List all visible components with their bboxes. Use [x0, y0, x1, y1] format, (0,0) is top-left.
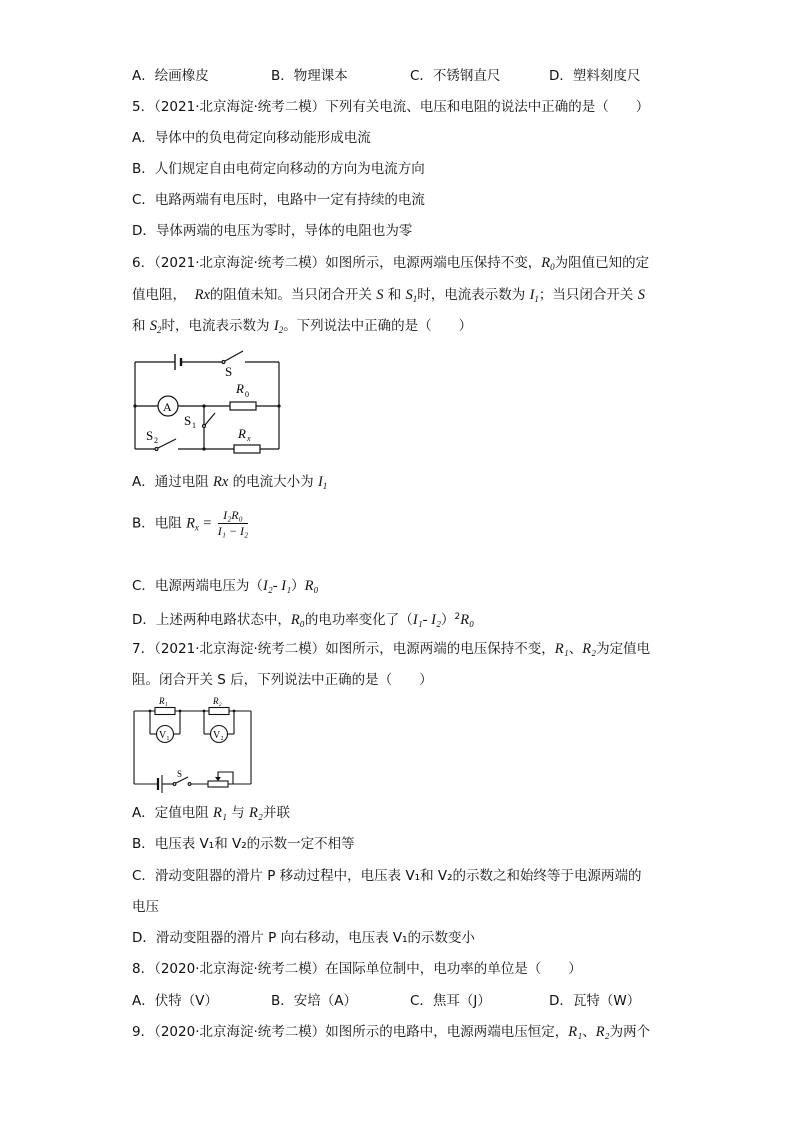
q7-circuit-diagram — [128, 693, 258, 793]
q6-option-d: D．上述两种电路状态中，R₀的电功率变化了（I₁- I₂）$^2$R₀ — [132, 612, 475, 628]
fig6-switch-s-label: S — [225, 364, 233, 379]
q8-option-a: A．伏特（V） — [132, 993, 218, 1009]
fig7-v1-label: V₁ — [159, 730, 170, 741]
q9-stem-line1: 9．（2020·北京海淀·统考二模）如图所示的电路中，电源两端电压恒定，R₁、R₂为两个 — [132, 1024, 651, 1040]
q7-option-b: B．电压表 V₁和 V₂的示数一定不相等 — [132, 836, 355, 852]
q4-option-c: C．不锈钢直尺 — [410, 68, 501, 84]
q7-stem-line2: 阻。闭合开关 S 后，下列说法中正确的是（ ） — [132, 672, 433, 688]
q5-option-d: D．导体两端的电压为零时，导体的电阻也为零 — [132, 223, 413, 239]
q6-stem-line3: 和 $S_2$时，电流表示数为 $I_2$。下列说法中正确的是（ ） — [132, 318, 473, 335]
q7-option-a: A．定值电阻 R₁ 与 R₂并联 — [132, 805, 290, 821]
q7-option-c-line1: C．滑动变阻器的滑片 P 移动过程中，电压表 V₁和 V₂的示数之和始终等于电源两端的 — [132, 868, 642, 884]
q5-option-c: C．电路两端有电压时，电路中一定有持续的电流 — [132, 192, 425, 208]
q8-option-b: B．安培（A） — [271, 993, 357, 1009]
fig7-v2-label: V₂ — [213, 730, 224, 741]
q8-option-c: C．焦耳（J） — [410, 993, 491, 1009]
q6-option-a: A．通过电阻 Rx 的电流大小为 $I_1$ — [132, 474, 328, 491]
q6-stem-line1: 6．（2021·北京海淀·统考二模）如图所示，电源两端电压保持不变，$R_0$为阻值已知的定 — [132, 255, 650, 272]
fig6-s2-label: S — [146, 428, 154, 443]
q4-option-a: A．绘画橡皮 — [132, 68, 209, 84]
q4-option-b: B．物理课本 — [271, 68, 348, 84]
q6-circuit-diagram — [128, 345, 288, 460]
q4-option-d: D．塑料刻度尺 — [549, 68, 641, 84]
fig6-ammeter-label: A — [163, 400, 172, 414]
fig6-s2-sub: 2 — [154, 436, 158, 445]
fig6-rx-sub: x — [247, 434, 251, 443]
q8-option-d: D．瓦特（W） — [549, 993, 641, 1009]
q6-stem-line2: 值电阻， Rx的阻值未知。当只闭合开关 S 和 $S_1$时，电流表示数为 $I_1$；当只闭合开关 S — [132, 287, 645, 304]
q5-option-a: A．导体中的负电荷定向移动能形成电流 — [132, 130, 371, 146]
fig6-r0-sub: 0 — [245, 390, 249, 399]
fig7-switch-label: S — [177, 769, 183, 779]
fig7-r1-label: R₁ — [159, 696, 168, 706]
q8-stem: 8．（2020·北京海淀·统考二模）在国际单位制中，电功率的单位是（ ） — [132, 961, 582, 977]
fig7-r2-label: R₂ — [213, 696, 222, 706]
q5-stem: 5．（2021·北京海淀·统考二模）下列有关电流、电压和电阻的说法中正确的是（ ） — [132, 99, 650, 115]
q6-option-c: C．电源两端电压为（I₂- I₁）R₀ — [132, 578, 319, 594]
q7-option-c-line2: 电压 — [132, 899, 159, 915]
fig6-s1-sub: 1 — [192, 421, 196, 430]
fig6-rx-label: R — [238, 426, 246, 441]
q5-option-b: B．人们规定自由电荷定向移动的方向为电流方向 — [132, 161, 425, 177]
q7-stem-line1: 7．（2021·北京海淀·统考二模）如图所示，电源两端的电压保持不变，R₁、R₂为定值电 — [132, 641, 651, 657]
q6-option-b: B．电阻 $R_x$ = $\frac{\text{I₂R₀}}{\text{I₁ − I₂}}$ — [132, 508, 249, 538]
fig6-r0-label: R — [236, 381, 244, 396]
q6-formula-fraction: $\frac{\text{I₂R₀}}{\text{I₁ − I₂}}$ — [217, 508, 249, 538]
fig6-s1-label: S — [184, 413, 192, 428]
q7-option-d: D．滑动变阻器的滑片 P 向右移动，电压表 V₁的示数变小 — [132, 930, 476, 946]
